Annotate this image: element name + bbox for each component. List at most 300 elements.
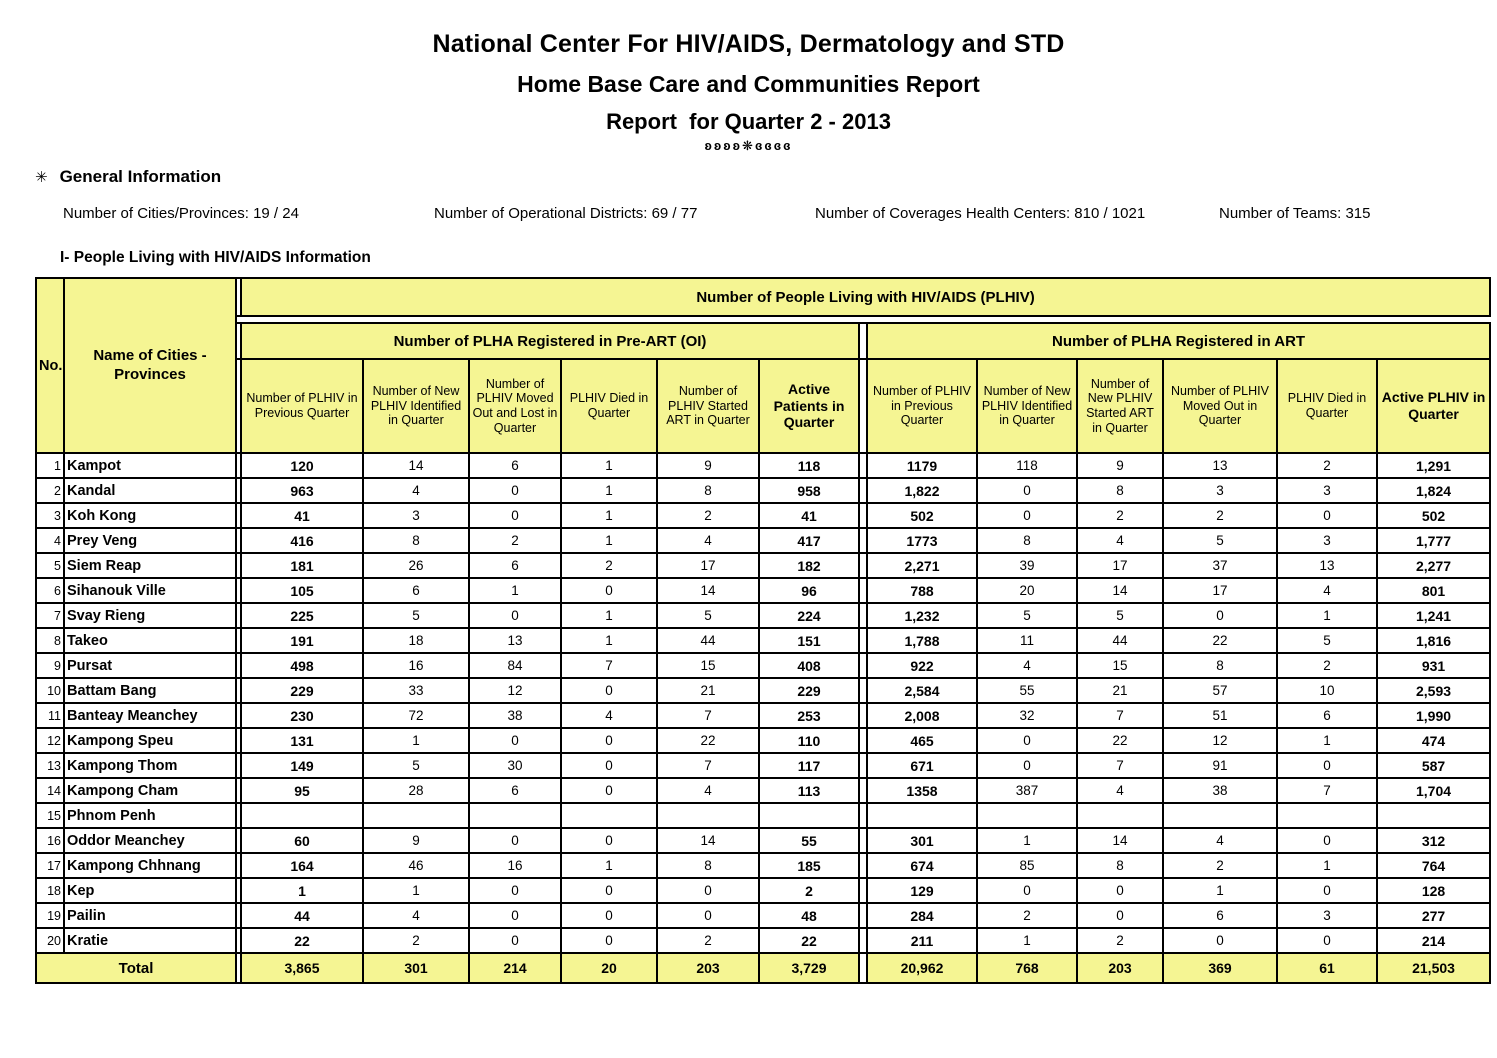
preart-value xyxy=(759,803,859,828)
art-value: 0 xyxy=(977,753,1077,778)
general-info-item: Number of Coverages Health Centers: 810 / 1021 xyxy=(815,205,1146,222)
preart-value: 13 xyxy=(469,628,561,653)
preart-value: 0 xyxy=(561,678,657,703)
preart-value: 7 xyxy=(657,753,759,778)
group-gap xyxy=(859,453,867,478)
preart-value: 5 xyxy=(363,753,469,778)
art-value: 5 xyxy=(1077,603,1163,628)
decorative-ornament: ʚʚʚʚ❋ɞɞɞɞ xyxy=(704,138,793,153)
preart-value: 0 xyxy=(561,578,657,603)
group-gap xyxy=(859,578,867,603)
preart-value: 22 xyxy=(241,928,363,953)
preart-value: 21 xyxy=(657,678,759,703)
preart-value: 15 xyxy=(657,653,759,678)
art-column-header: Number of New PLHIV Started ART in Quarter xyxy=(1077,359,1163,453)
province-name: Kampot xyxy=(64,453,236,478)
art-column-header: Number of PLHIV Moved Out in Quarter xyxy=(1163,359,1277,453)
preart-value: 0 xyxy=(561,728,657,753)
art-value: 4 xyxy=(977,653,1077,678)
art-value: 14 xyxy=(1077,828,1163,853)
art-value: 3 xyxy=(1277,478,1377,503)
province-name: Kampong Cham xyxy=(64,778,236,803)
table-row xyxy=(36,903,1490,928)
row-number: 8 xyxy=(36,628,64,653)
art-value: 1358 xyxy=(867,778,977,803)
art-value: 118 xyxy=(977,453,1077,478)
general-info-item: Number of Teams: 315 xyxy=(1219,205,1371,222)
art-total-value: 61 xyxy=(1277,953,1377,983)
art-value: 9 xyxy=(1077,453,1163,478)
row-number: 19 xyxy=(36,903,64,928)
report-title-line2: Home Base Care and Communities Report xyxy=(517,71,980,97)
preart-value: 6 xyxy=(363,578,469,603)
group-gap xyxy=(859,359,867,453)
art-value xyxy=(977,803,1077,828)
row-number: 15 xyxy=(36,803,64,828)
table-row xyxy=(36,453,1490,478)
art-value: 22 xyxy=(1163,628,1277,653)
art-value: 502 xyxy=(867,503,977,528)
preart-column-header: PLHIV Died in Quarter xyxy=(561,359,657,453)
art-value: 1 xyxy=(1277,728,1377,753)
preart-value: 26 xyxy=(363,553,469,578)
preart-total-value: 203 xyxy=(657,953,759,983)
art-value: 1,232 xyxy=(867,603,977,628)
preart-value: 9 xyxy=(657,453,759,478)
art-value: 11 xyxy=(977,628,1077,653)
row-number: 7 xyxy=(36,603,64,628)
column-header-no: No. xyxy=(36,278,64,453)
table-row xyxy=(36,803,1490,828)
art-value: 474 xyxy=(1377,728,1490,753)
art-value: 277 xyxy=(1377,903,1490,928)
preart-total-value: 20 xyxy=(561,953,657,983)
preart-value: 131 xyxy=(241,728,363,753)
preart-value: 38 xyxy=(469,703,561,728)
group-gap xyxy=(859,878,867,903)
preart-total-value: 214 xyxy=(469,953,561,983)
preart-value: 4 xyxy=(363,478,469,503)
art-value: 14 xyxy=(1077,578,1163,603)
art-column-header: PLHIV Died in Quarter xyxy=(1277,359,1377,453)
art-total-value: 20,962 xyxy=(867,953,977,983)
preart-value: 2 xyxy=(363,928,469,953)
preart-value: 5 xyxy=(363,603,469,628)
art-value: 2,277 xyxy=(1377,553,1490,578)
art-value: 465 xyxy=(867,728,977,753)
preart-value: 22 xyxy=(759,928,859,953)
row-number: 18 xyxy=(36,878,64,903)
preart-value: 41 xyxy=(759,503,859,528)
preart-value: 0 xyxy=(469,603,561,628)
table-row xyxy=(36,703,1490,728)
preart-value xyxy=(241,803,363,828)
preart-value: 2 xyxy=(657,928,759,953)
section-1-heading: I- People Living with HIV/AIDS Information xyxy=(60,249,371,266)
art-value: 214 xyxy=(1377,928,1490,953)
art-value: 1,816 xyxy=(1377,628,1490,653)
art-value: 0 xyxy=(1277,878,1377,903)
preart-value xyxy=(469,803,561,828)
group-gap xyxy=(859,603,867,628)
art-value: 51 xyxy=(1163,703,1277,728)
table-row xyxy=(36,628,1490,653)
preart-value: 41 xyxy=(241,503,363,528)
preart-column-header: Number of PLHIV in Previous Quarter xyxy=(241,359,363,453)
art-value: 0 xyxy=(977,503,1077,528)
plhiv-table xyxy=(35,277,1491,984)
preart-value: 6 xyxy=(469,453,561,478)
group-gap xyxy=(859,828,867,853)
table-row xyxy=(36,553,1490,578)
art-value: 21 xyxy=(1077,678,1163,703)
art-value: 0 xyxy=(1163,928,1277,953)
group-gap xyxy=(859,323,867,359)
preart-value: 72 xyxy=(363,703,469,728)
preart-group-header: Number of PLHA Registered in Pre-ART (OI) xyxy=(241,323,859,359)
preart-value: 0 xyxy=(561,753,657,778)
art-value: 7 xyxy=(1077,753,1163,778)
preart-value: 1 xyxy=(363,878,469,903)
preart-value: 118 xyxy=(759,453,859,478)
art-value: 91 xyxy=(1163,753,1277,778)
art-value: 0 xyxy=(1277,503,1377,528)
art-value: 17 xyxy=(1163,578,1277,603)
preart-column-header: Number of PLHIV Started ART in Quarter xyxy=(657,359,759,453)
province-name: Prey Veng xyxy=(64,528,236,553)
table-row xyxy=(36,728,1490,753)
preart-value: 0 xyxy=(561,878,657,903)
preart-value: 1 xyxy=(363,728,469,753)
preart-total-value: 3,729 xyxy=(759,953,859,983)
art-value: 1 xyxy=(1277,603,1377,628)
table-row xyxy=(36,678,1490,703)
art-value xyxy=(1377,803,1490,828)
preart-value: 0 xyxy=(561,828,657,853)
art-value: 8 xyxy=(1077,853,1163,878)
art-value: 1,788 xyxy=(867,628,977,653)
preart-value: 8 xyxy=(657,853,759,878)
art-value: 387 xyxy=(977,778,1077,803)
general-info-item: Number of Cities/Provinces: 19 / 24 xyxy=(63,205,299,222)
art-value: 0 xyxy=(1077,903,1163,928)
preart-value: 0 xyxy=(469,503,561,528)
preart-value: 12 xyxy=(469,678,561,703)
province-name: Phnom Penh xyxy=(64,803,236,828)
art-value: 22 xyxy=(1077,728,1163,753)
art-value: 2 xyxy=(1163,853,1277,878)
art-value xyxy=(1077,803,1163,828)
art-value: 2 xyxy=(1077,928,1163,953)
preart-value: 181 xyxy=(241,553,363,578)
preart-value: 30 xyxy=(469,753,561,778)
preart-value: 0 xyxy=(561,778,657,803)
art-value: 1179 xyxy=(867,453,977,478)
preart-value: 0 xyxy=(469,828,561,853)
art-total-value: 21,503 xyxy=(1377,953,1490,983)
preart-value: 6 xyxy=(469,778,561,803)
group-gap xyxy=(859,753,867,778)
art-value: 0 xyxy=(1277,753,1377,778)
preart-value: 1 xyxy=(561,503,657,528)
preart-value: 55 xyxy=(759,828,859,853)
art-value: 284 xyxy=(867,903,977,928)
art-value: 1,824 xyxy=(1377,478,1490,503)
art-value: 764 xyxy=(1377,853,1490,878)
province-name: Sihanouk Ville xyxy=(64,578,236,603)
art-value: 1,990 xyxy=(1377,703,1490,728)
province-name: Banteay Meanchey xyxy=(64,703,236,728)
art-value: 1 xyxy=(1277,853,1377,878)
art-value xyxy=(1163,803,1277,828)
art-value: 6 xyxy=(1277,703,1377,728)
art-value: 0 xyxy=(1277,828,1377,853)
group-gap xyxy=(859,503,867,528)
preart-value: 1 xyxy=(561,603,657,628)
art-value: 8 xyxy=(977,528,1077,553)
table-row xyxy=(36,603,1490,628)
art-value: 674 xyxy=(867,853,977,878)
preart-value: 8 xyxy=(657,478,759,503)
row-number: 3 xyxy=(36,503,64,528)
art-value: 2 xyxy=(1277,653,1377,678)
table-top-header: Number of People Living with HIV/AIDS (PLHIV) xyxy=(241,278,1490,316)
report-title-line3: Report for Quarter 2 - 2013 xyxy=(606,109,891,134)
row-number: 10 xyxy=(36,678,64,703)
group-gap xyxy=(859,853,867,878)
preart-value: 17 xyxy=(657,553,759,578)
art-value: 0 xyxy=(977,728,1077,753)
preart-value: 185 xyxy=(759,853,859,878)
preart-value: 0 xyxy=(469,878,561,903)
group-gap xyxy=(859,653,867,678)
art-value: 5 xyxy=(1163,528,1277,553)
table-row xyxy=(36,653,1490,678)
preart-value: 0 xyxy=(469,928,561,953)
province-name: Kandal xyxy=(64,478,236,503)
province-name: Oddor Meanchey xyxy=(64,828,236,853)
preart-value: 4 xyxy=(657,528,759,553)
province-name: Kampong Chhnang xyxy=(64,853,236,878)
table-row xyxy=(36,528,1490,553)
row-number: 6 xyxy=(36,578,64,603)
preart-value: 22 xyxy=(657,728,759,753)
general-information-values xyxy=(0,205,1497,227)
art-value: 0 xyxy=(977,878,1077,903)
art-value: 4 xyxy=(1277,578,1377,603)
general-info-item: Number of Operational Districts: 69 / 77 xyxy=(434,205,698,222)
preart-value: 1 xyxy=(561,478,657,503)
preart-value: 2 xyxy=(657,503,759,528)
preart-value: 60 xyxy=(241,828,363,853)
art-column-header: Active PLHIV in Quarter xyxy=(1377,359,1490,453)
art-value: 801 xyxy=(1377,578,1490,603)
art-value: 128 xyxy=(1377,878,1490,903)
preart-value: 14 xyxy=(363,453,469,478)
preart-value: 14 xyxy=(657,828,759,853)
province-name: Battam Bang xyxy=(64,678,236,703)
art-value: 39 xyxy=(977,553,1077,578)
star-icon: ✳ xyxy=(35,169,48,186)
art-value: 4 xyxy=(1077,778,1163,803)
group-gap xyxy=(859,778,867,803)
art-value: 931 xyxy=(1377,653,1490,678)
art-value: 8 xyxy=(1077,478,1163,503)
preart-value: 84 xyxy=(469,653,561,678)
province-name: Kampong Speu xyxy=(64,728,236,753)
preart-value: 6 xyxy=(469,553,561,578)
row-number: 4 xyxy=(36,528,64,553)
art-value: 55 xyxy=(977,678,1077,703)
preart-total-value: 301 xyxy=(363,953,469,983)
preart-value: 149 xyxy=(241,753,363,778)
preart-value: 14 xyxy=(657,578,759,603)
preart-value: 164 xyxy=(241,853,363,878)
preart-value: 44 xyxy=(657,628,759,653)
preart-value: 963 xyxy=(241,478,363,503)
preart-column-header: Active Patients in Quarter xyxy=(759,359,859,453)
group-gap xyxy=(859,803,867,828)
group-gap xyxy=(859,703,867,728)
preart-column-header: Number of New PLHIV Identified in Quarter xyxy=(363,359,469,453)
art-value: 1 xyxy=(977,928,1077,953)
preart-value: 18 xyxy=(363,628,469,653)
art-value: 0 xyxy=(1163,603,1277,628)
art-value: 10 xyxy=(1277,678,1377,703)
row-number: 16 xyxy=(36,828,64,853)
preart-value: 408 xyxy=(759,653,859,678)
preart-value: 117 xyxy=(759,753,859,778)
table-total-row xyxy=(36,953,1490,983)
art-value: 1 xyxy=(977,828,1077,853)
preart-value: 0 xyxy=(657,903,759,928)
art-value: 2 xyxy=(977,903,1077,928)
art-column-header: Number of New PLHIV Identified in Quarter xyxy=(977,359,1077,453)
art-value: 0 xyxy=(977,478,1077,503)
art-value: 1,291 xyxy=(1377,453,1490,478)
preart-value: 0 xyxy=(561,903,657,928)
preart-value: 0 xyxy=(657,878,759,903)
art-value: 38 xyxy=(1163,778,1277,803)
art-value: 3 xyxy=(1163,478,1277,503)
group-gap xyxy=(859,678,867,703)
report-header xyxy=(0,0,1497,154)
report-title-line1: National Center For HIV/AIDS, Dermatology and STD xyxy=(432,30,1065,58)
art-value: 32 xyxy=(977,703,1077,728)
preart-value: 5 xyxy=(657,603,759,628)
art-value: 85 xyxy=(977,853,1077,878)
art-value: 587 xyxy=(1377,753,1490,778)
preart-value: 416 xyxy=(241,528,363,553)
art-total-value: 369 xyxy=(1163,953,1277,983)
preart-value: 2 xyxy=(469,528,561,553)
province-name: Kampong Thom xyxy=(64,753,236,778)
preart-value: 120 xyxy=(241,453,363,478)
row-number: 20 xyxy=(36,928,64,953)
preart-value: 253 xyxy=(759,703,859,728)
preart-value: 4 xyxy=(561,703,657,728)
group-gap xyxy=(859,478,867,503)
preart-value: 28 xyxy=(363,778,469,803)
group-gap xyxy=(859,728,867,753)
art-value: 502 xyxy=(1377,503,1490,528)
preart-value: 16 xyxy=(469,853,561,878)
province-name: Svay Rieng xyxy=(64,603,236,628)
art-value: 4 xyxy=(1077,528,1163,553)
preart-value: 230 xyxy=(241,703,363,728)
preart-value: 1 xyxy=(561,628,657,653)
art-column-header: Number of PLHIV in Previous Quarter xyxy=(867,359,977,453)
province-name: Kep xyxy=(64,878,236,903)
preart-value: 0 xyxy=(469,728,561,753)
group-gap xyxy=(859,953,867,983)
art-value: 2,584 xyxy=(867,678,977,703)
preart-value: 3 xyxy=(363,503,469,528)
art-value: 671 xyxy=(867,753,977,778)
art-value: 1,704 xyxy=(1377,778,1490,803)
row-number: 1 xyxy=(36,453,64,478)
preart-value: 191 xyxy=(241,628,363,653)
preart-value: 96 xyxy=(759,578,859,603)
preart-value: 417 xyxy=(759,528,859,553)
preart-value: 1 xyxy=(561,528,657,553)
art-value: 1,777 xyxy=(1377,528,1490,553)
art-value: 17 xyxy=(1077,553,1163,578)
preart-value: 2 xyxy=(561,553,657,578)
preart-value: 0 xyxy=(469,903,561,928)
preart-value: 4 xyxy=(363,903,469,928)
preart-value: 105 xyxy=(241,578,363,603)
table-row xyxy=(36,753,1490,778)
art-value xyxy=(1277,803,1377,828)
art-value: 1,241 xyxy=(1377,603,1490,628)
preart-value: 151 xyxy=(759,628,859,653)
art-value: 57 xyxy=(1163,678,1277,703)
preart-value: 225 xyxy=(241,603,363,628)
column-header-name: Name of Cities - Provinces xyxy=(64,278,236,453)
table-row xyxy=(36,503,1490,528)
row-number: 5 xyxy=(36,553,64,578)
preart-value: 9 xyxy=(363,828,469,853)
art-value: 0 xyxy=(1077,878,1163,903)
art-value: 6 xyxy=(1163,903,1277,928)
row-number: 13 xyxy=(36,753,64,778)
art-total-value: 203 xyxy=(1077,953,1163,983)
preart-value: 229 xyxy=(759,678,859,703)
art-value: 7 xyxy=(1077,703,1163,728)
row-number: 9 xyxy=(36,653,64,678)
preart-value: 4 xyxy=(657,778,759,803)
art-value: 4 xyxy=(1163,828,1277,853)
art-value: 2 xyxy=(1163,503,1277,528)
art-value: 3 xyxy=(1277,528,1377,553)
preart-total-value: 3,865 xyxy=(241,953,363,983)
row-number: 17 xyxy=(36,853,64,878)
art-value: 13 xyxy=(1277,553,1377,578)
art-value: 8 xyxy=(1163,653,1277,678)
preart-value xyxy=(657,803,759,828)
preart-value: 182 xyxy=(759,553,859,578)
row-number: 2 xyxy=(36,478,64,503)
province-name: Takeo xyxy=(64,628,236,653)
art-value: 301 xyxy=(867,828,977,853)
group-gap xyxy=(859,903,867,928)
header-spacer xyxy=(36,316,1490,323)
preart-value: 7 xyxy=(657,703,759,728)
group-gap xyxy=(859,928,867,953)
art-total-value: 768 xyxy=(977,953,1077,983)
table-row xyxy=(36,778,1490,803)
